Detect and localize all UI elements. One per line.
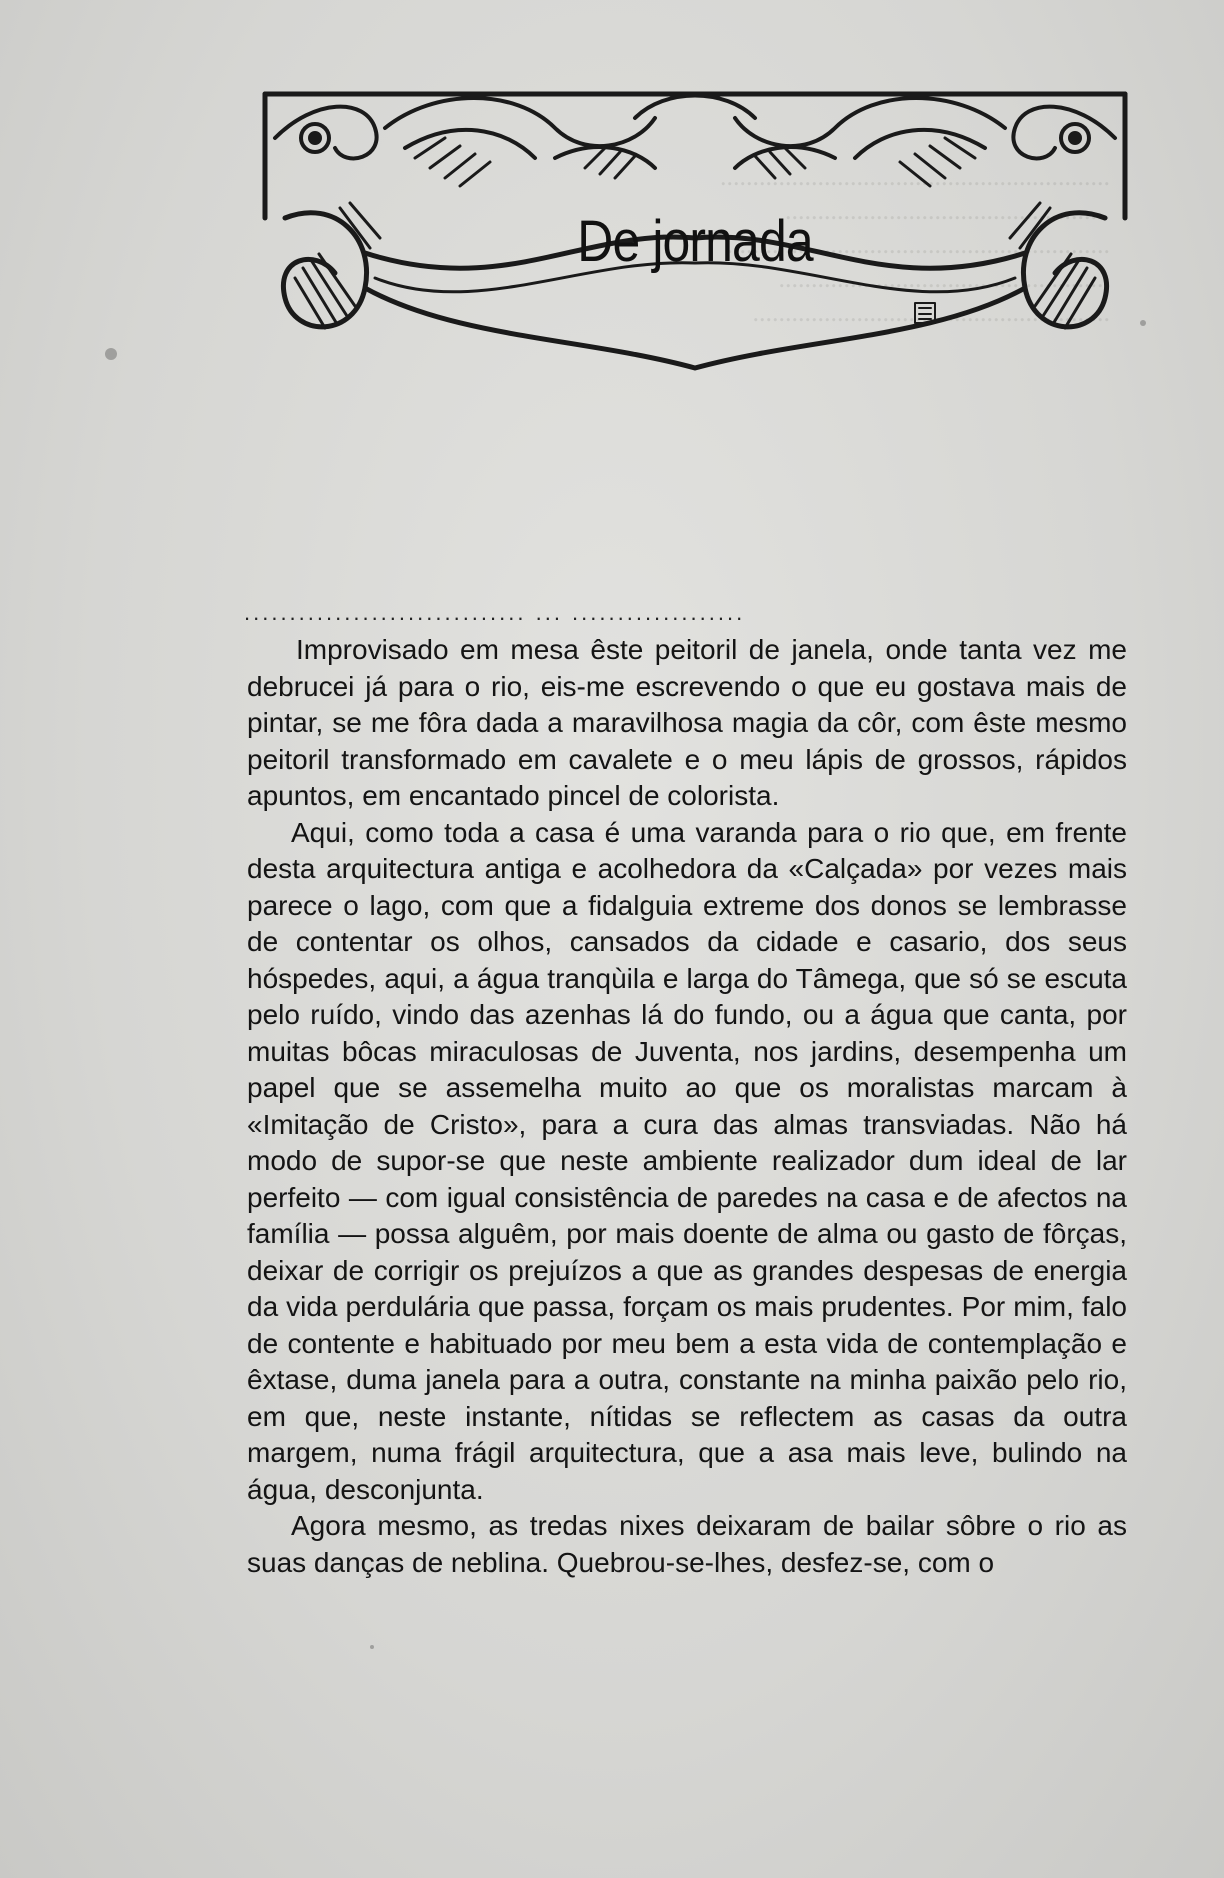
paper-speck xyxy=(105,348,117,360)
paragraph-3: Agora mesmo, as tredas nixes deixaram de bailar sôbre o rio as suas danças de neblina. Quebrou-se-lhes, desfez-se, com o xyxy=(247,1510,1127,1578)
paper-speck xyxy=(1140,320,1146,326)
paragraph-1: Improvisado em mesa êste peitoril de janela, onde tanta vez me debrucei já para o rio, eis-me escrevendo o que eu gostava mais de pintar, se me fôra dada a maravilhosa magia da côr, com êste mesmo peitoril transformado em cavalete e o meu lápis de grossos, rápidos apuntos, em encantado pincel de colorista. xyxy=(247,634,1127,811)
bleed-through-text: ............................................................ .................................................. ........................................................... ................................................... ....................................................... xyxy=(720,162,1110,327)
separator-dots: ............................... ... ................... xyxy=(244,600,746,625)
chapter-title: De jornada xyxy=(577,209,813,274)
paragraph-2: Aqui, como toda a casa é uma varanda para o rio que, em frente desta arquitectura antiga e acolhedora da «Calçada» por vezes mais parece o lago, com que a fidalguia extreme dos donos se lembrasse de contentar os olhos, cansados da cidade e casario, dos seus hóspedes, aqui, a água tranqùila e larga do Tâmega, que só se escuta pelo ruído, vindo das azenhas lá do fundo, ou a água que canta, por muitas bôcas miraculosas de Juventa, nos jardins, desempenha um papel que se assemelha muito ao que os moralistas marcam à «Imitação de Cristo», para a cura das almas transviadas. Não há modo de supor-se que neste ambiente realizador dum ideal de lar perfeito — com igual consistência de paredes na casa e de afectos na família — possa alguêm, por mais doente de alma ou gasto de fôrças, deixar de corrigir os prejuízos a que as grandes despesas de energia da vida perdulária que passa, forçam os mais prudentes. Por mim, falo de contente e habituado por meu bem a esta vida de contemplação e êxtase, duma janela para a outra, constante na minha paixão pelo rio, em que, neste instante, nítidas se reflectem as casas da outra margem, numa frágil arquitectura, que a asa mais leve, bulindo na água, desconjunta. xyxy=(247,816,1127,1505)
paper-speck xyxy=(370,1645,374,1649)
body-text xyxy=(247,632,1127,1581)
